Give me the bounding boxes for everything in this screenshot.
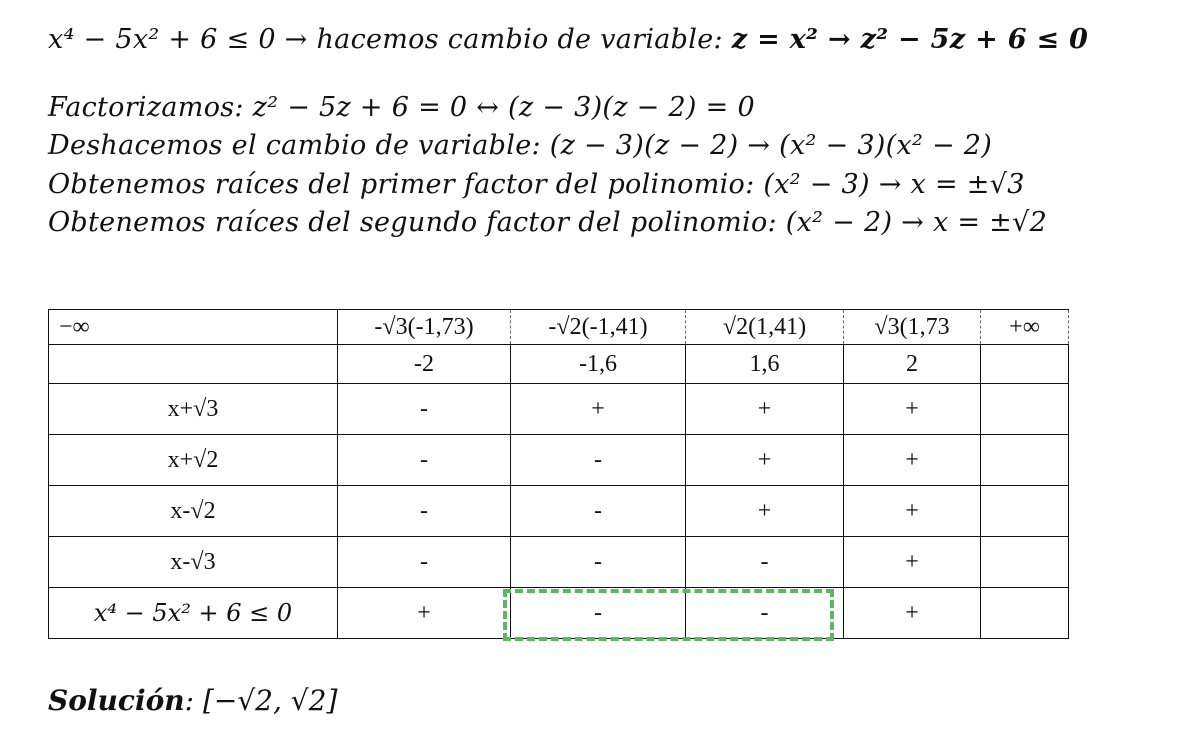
sign-cell: - [511, 486, 686, 537]
header-cell: -√2(-1,41) [511, 310, 686, 345]
sign-cell: - [686, 588, 844, 639]
sign-cell: + [844, 435, 981, 486]
sign-cell [981, 435, 1069, 486]
header-cell: √2(1,41) [686, 310, 844, 345]
solution-value: : [−√2, √2] [184, 684, 338, 717]
sign-cell: - [338, 384, 511, 435]
sign-table [48, 309, 1069, 639]
sign-cell: + [511, 384, 686, 435]
header-cell: -√3(-1,73) [338, 310, 511, 345]
header-cell: √3(1,73 [844, 310, 981, 345]
sign-cell [981, 537, 1069, 588]
sign-cell: + [844, 384, 981, 435]
sign-cell [981, 588, 1069, 639]
row-label: x-√2 [49, 486, 338, 537]
row-label: x+√3 [49, 384, 338, 435]
solution-line [48, 684, 337, 717]
test-points-row [49, 345, 1069, 384]
sign-cell: + [844, 588, 981, 639]
test-point-cell [49, 345, 338, 384]
test-point-cell: 2 [844, 345, 981, 384]
test-point-cell: 1,6 [686, 345, 844, 384]
sign-cell: + [686, 435, 844, 486]
sign-cell: - [338, 435, 511, 486]
sign-cell: + [844, 486, 981, 537]
equation-line-4: Obtenemos raíces del primer factor del polinomio: (x² − 3) → x = ±√3 [48, 169, 1025, 200]
table-row [49, 486, 1069, 537]
table-row [49, 435, 1069, 486]
row-label: x-√3 [49, 537, 338, 588]
sign-cell: - [511, 537, 686, 588]
line1-bold-text: z = x² → z² − 5z + 6 ≤ 0 [731, 24, 1089, 55]
header-cell: +∞ [981, 310, 1069, 345]
sign-cell: - [511, 588, 686, 639]
sign-cell [981, 384, 1069, 435]
sign-cell: - [686, 537, 844, 588]
sign-cell [981, 486, 1069, 537]
row-label: x⁴ − 5x² + 6 ≤ 0 [49, 588, 338, 639]
equation-line-3: Deshacemos el cambio de variable: (z − 3)(z − 2) → (x² − 3)(x² − 2) [48, 130, 993, 161]
sign-cell: - [511, 435, 686, 486]
row-label: x+√2 [49, 435, 338, 486]
equation-line-1 [48, 24, 1088, 55]
table-row-result [49, 588, 1069, 639]
header-cell: −∞ [49, 310, 338, 345]
equation-line-5: Obtenemos raíces del segundo factor del polinomio: (x² − 2) → x = ±√2 [48, 207, 1048, 238]
sign-cell: - [338, 486, 511, 537]
sign-cell: + [686, 486, 844, 537]
test-point-cell: -1,6 [511, 345, 686, 384]
test-point-cell [981, 345, 1069, 384]
line1-text: x⁴ − 5x² + 6 ≤ 0 → hacemos cambio de variable: [48, 24, 732, 55]
sign-cell: + [686, 384, 844, 435]
solution-label: Solución [48, 684, 185, 717]
sign-cell: + [844, 537, 981, 588]
table-header-row [49, 310, 1069, 345]
equation-line-2: Factorizamos: z² − 5z + 6 = 0 ↔ (z − 3)(z − 2) = 0 [48, 92, 755, 123]
sign-cell: - [338, 537, 511, 588]
table-row [49, 384, 1069, 435]
table-row [49, 537, 1069, 588]
test-point-cell: -2 [338, 345, 511, 384]
sign-cell: + [338, 588, 511, 639]
